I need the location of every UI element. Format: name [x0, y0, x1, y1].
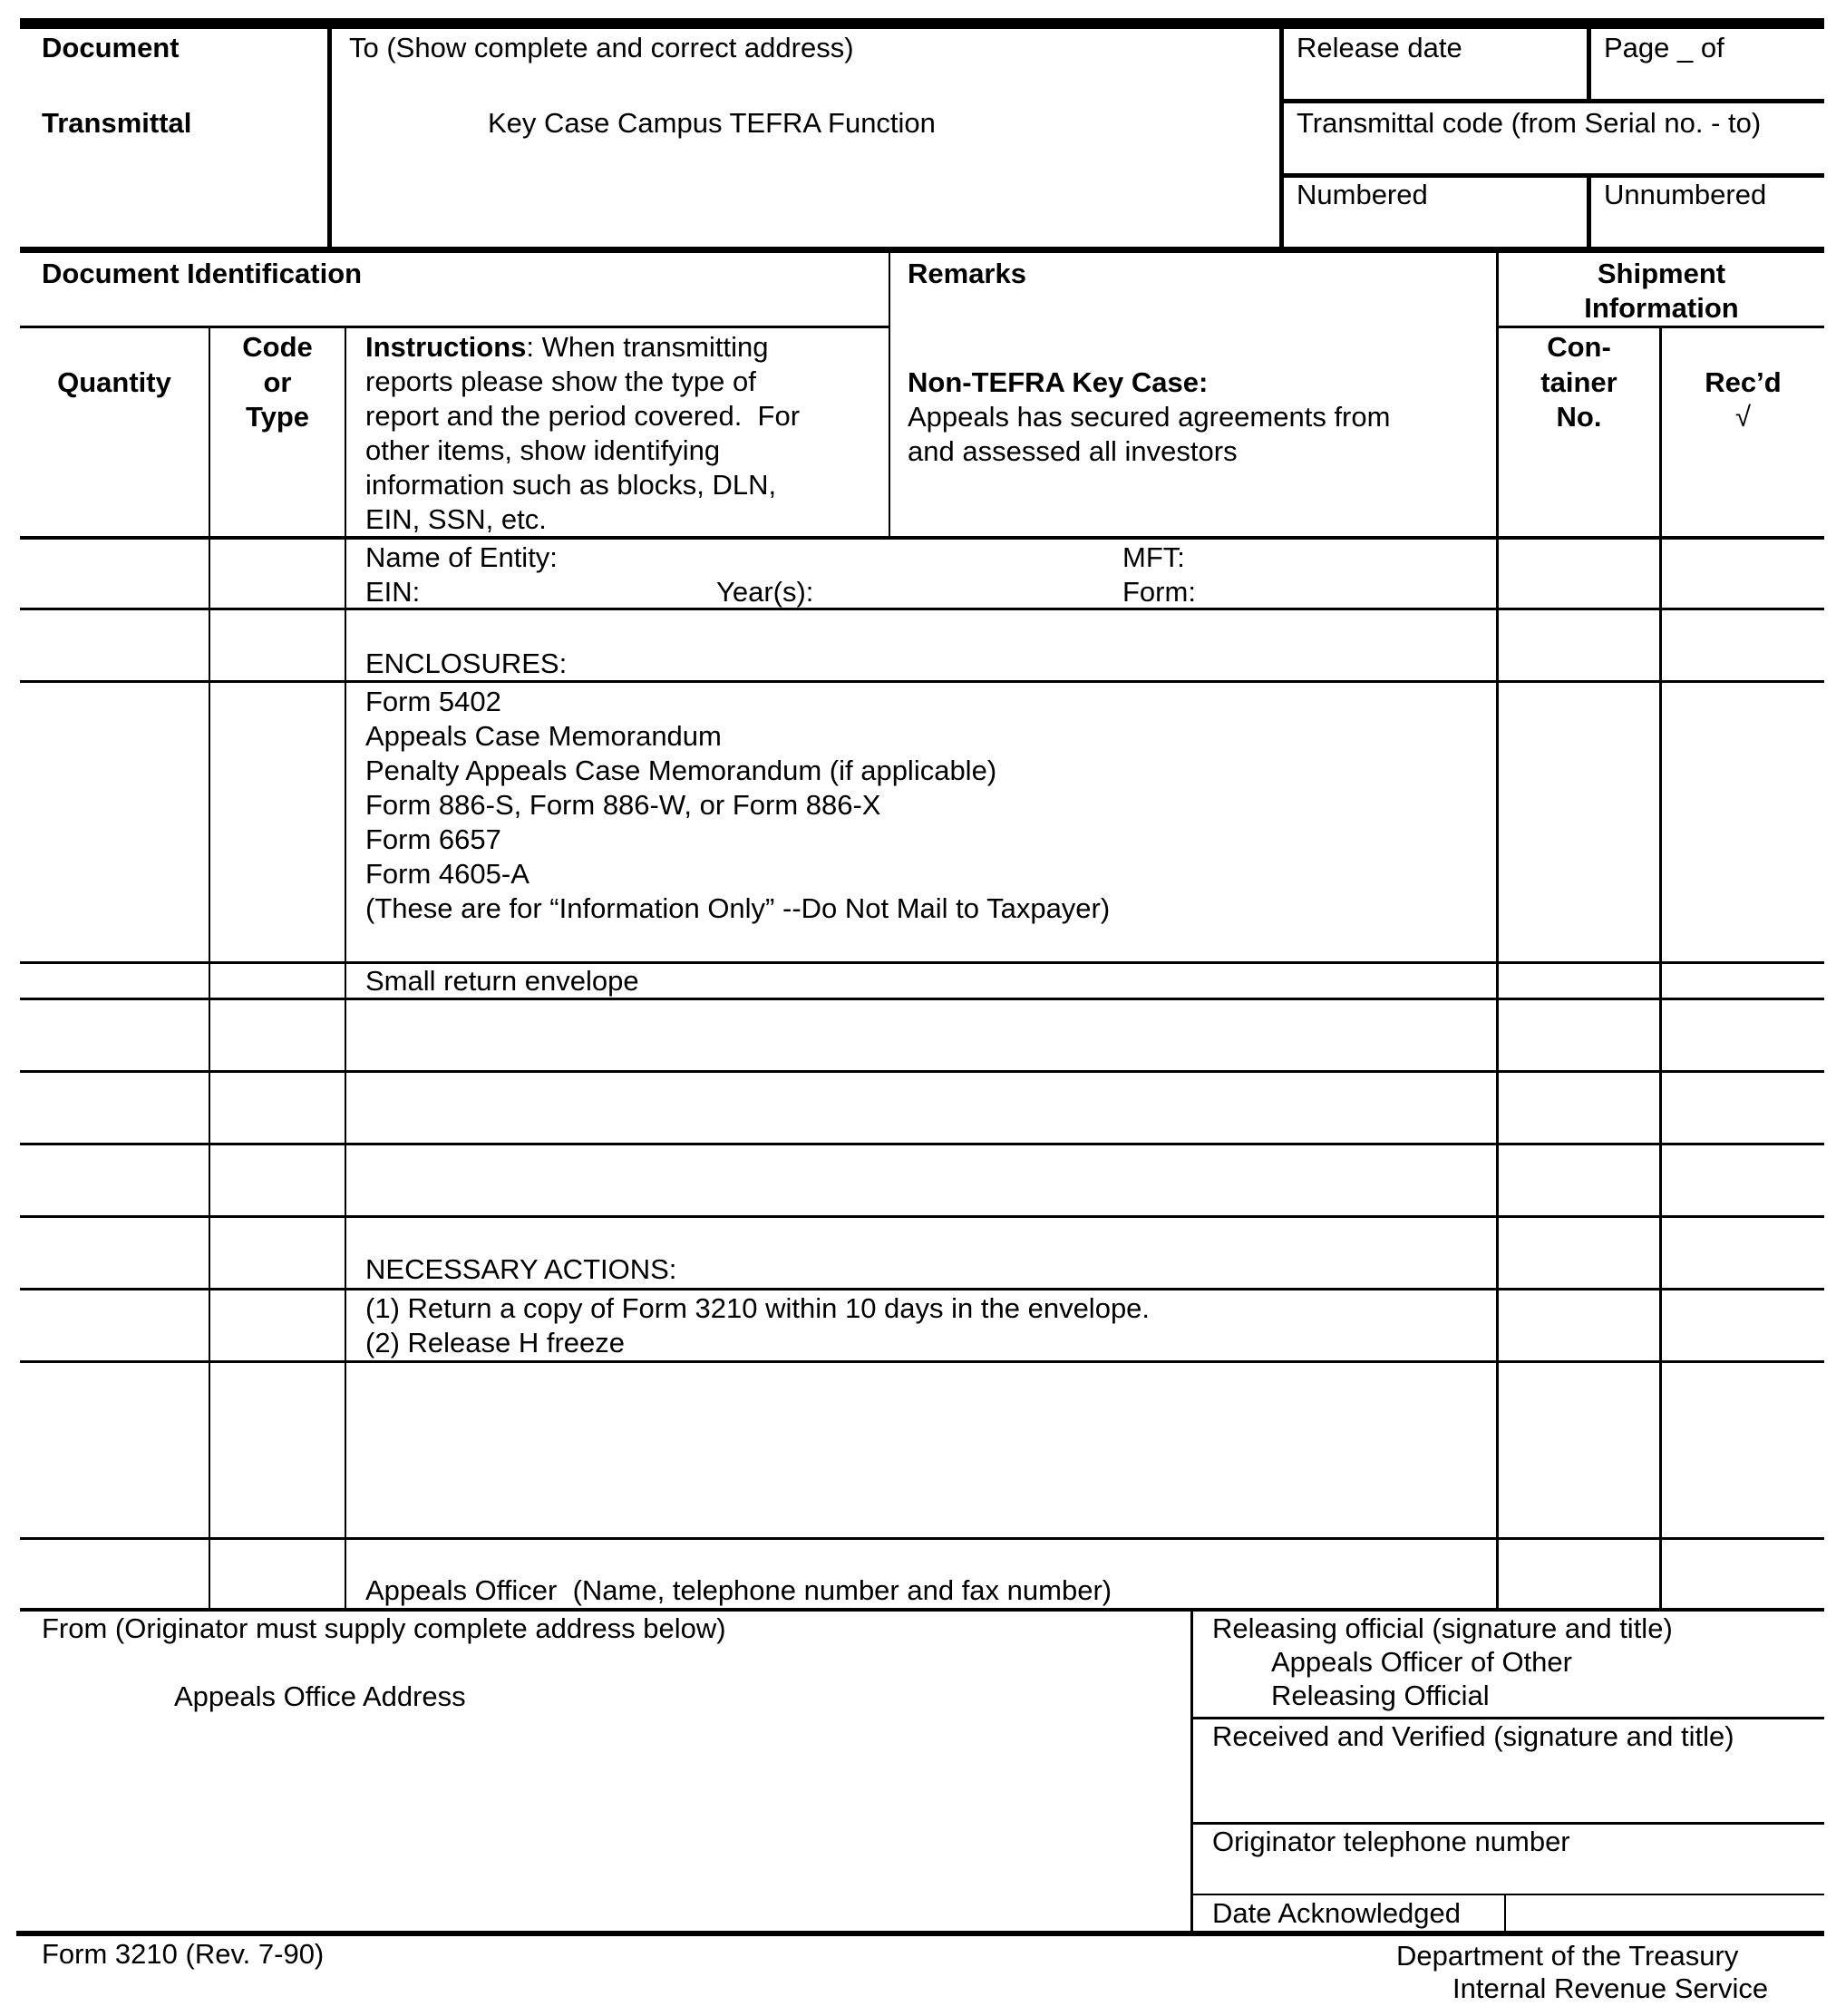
- row-rule: [20, 608, 1824, 610]
- quantity-header: Quantity: [57, 366, 171, 398]
- id-subheader-rule: [20, 326, 889, 328]
- date-acknowledged-label: Date Acknowledged: [1212, 1897, 1462, 1929]
- releasing-official-field[interactable]: [1193, 1612, 1824, 1717]
- empty-row[interactable]: [346, 1000, 1496, 1070]
- remarks-label: Remarks: [908, 258, 1026, 289]
- received-label: Received and Verified (signature and title): [1212, 1720, 1734, 1752]
- envelope-item: Small return envelope: [365, 965, 639, 997]
- unnumbered-label: Unnumbered: [1604, 179, 1767, 210]
- action-item: (2) Release H freeze: [365, 1327, 626, 1359]
- originator-phone-label: Originator telephone number: [1212, 1826, 1570, 1857]
- release-date-field[interactable]: [1284, 29, 1587, 99]
- remarks-line: and assessed all investors: [908, 435, 1238, 467]
- transmittal-code-field[interactable]: [1284, 103, 1824, 173]
- release-date-label: Release date: [1297, 32, 1462, 63]
- top-rule: [20, 18, 1824, 29]
- from-address-field[interactable]: [20, 1612, 1190, 1931]
- enclosure-item: Appeals Case Memorandum: [365, 720, 722, 752]
- name-of-entity-label: Name of Entity:: [365, 541, 558, 573]
- instructions-line: report and the period covered. For: [365, 400, 801, 432]
- form-title-line2: Transmittal: [42, 107, 192, 139]
- enclosures-list: [365, 685, 1110, 926]
- recd-header: Rec’d: [1705, 366, 1782, 398]
- row-rule: [20, 1537, 1824, 1540]
- agency-line2: Internal Revenue Service: [1452, 1972, 1769, 2004]
- from-value: Appeals Office Address: [174, 1680, 466, 1712]
- instructions-line: information such as blocks, DLN,: [365, 469, 777, 501]
- received-verified-field[interactable]: [1193, 1719, 1824, 1822]
- row-rule: [20, 536, 1824, 540]
- empty-row[interactable]: [346, 1073, 1496, 1143]
- to-value: Key Case Campus TEFRA Function: [488, 107, 936, 139]
- quantity-divider: [209, 326, 210, 1610]
- page-field[interactable]: [1591, 29, 1824, 99]
- releasing-label: Releasing official (signature and title): [1212, 1612, 1673, 1644]
- enclosure-item: Penalty Appeals Case Memorandum (if applicable): [365, 755, 997, 786]
- to-label: To (Show complete and correct address): [349, 32, 854, 63]
- remarks-line: Appeals has secured agreements from: [908, 401, 1391, 433]
- enclosure-item: Form 5402: [365, 686, 501, 717]
- form-label: Form:: [1122, 576, 1196, 608]
- originator-phone-field[interactable]: [1193, 1825, 1824, 1894]
- row-rule: [20, 1215, 1824, 1218]
- shipment-header-line2: Information: [1584, 292, 1739, 324]
- bottom-rule: [16, 1931, 1824, 1936]
- code-header-line3: Type: [245, 401, 310, 433]
- years-label: Year(s):: [716, 576, 814, 608]
- container-header-line3: No.: [1556, 401, 1602, 433]
- appeals-officer-label: Appeals Officer (Name, telephone number and fax number): [365, 1574, 1112, 1606]
- document-identification-label: Document Identification: [42, 258, 363, 289]
- necessary-actions-label: NECESSARY ACTIONS:: [365, 1253, 677, 1285]
- ein-label: EIN:: [365, 576, 421, 608]
- code-header-line1: Code: [242, 331, 313, 363]
- releasing-value-line2: Releasing Official: [1271, 1680, 1490, 1711]
- container-header-line1: Con-: [1547, 331, 1611, 363]
- row-rule: [20, 961, 1824, 964]
- page-label: Page _ of: [1604, 32, 1724, 63]
- to-address-field[interactable]: [332, 29, 1279, 247]
- enclosure-item: Form 4605-A: [365, 858, 529, 890]
- instructions-line-text: : When transmitting: [526, 331, 769, 363]
- enclosure-item: Form 6657: [365, 823, 501, 855]
- enclosures-label: ENCLOSURES:: [365, 648, 568, 679]
- empty-row[interactable]: [346, 1145, 1496, 1215]
- remarks-heading: Non-TEFRA Key Case:: [908, 366, 1209, 398]
- enclosure-item: (These are for “Information Only” --Do Not Mail to Taxpayer): [365, 892, 1111, 924]
- instructions-text: [365, 330, 800, 537]
- agency-line1: Department of the Treasury: [1396, 1940, 1739, 1972]
- instructions-bold: Instructions: [365, 331, 527, 363]
- mft-label: MFT:: [1122, 541, 1185, 573]
- code-header-line2: or: [263, 366, 292, 398]
- instructions-line: reports please show the type of: [365, 365, 756, 397]
- form-number: Form 3210 (Rev. 7-90): [42, 1938, 325, 1970]
- header-bottom-rule: [20, 247, 1824, 253]
- shipment-header-line1: Shipment: [1597, 258, 1726, 289]
- unnumbered-field[interactable]: [1591, 178, 1824, 247]
- empty-row[interactable]: [346, 1363, 1496, 1537]
- remarks-field[interactable]: [890, 253, 1496, 536]
- instructions-line: EIN, SSN, etc.: [365, 503, 547, 535]
- container-divider: [1659, 326, 1662, 1610]
- row-rule: [20, 1288, 1824, 1290]
- container-header-line2: tainer: [1540, 366, 1617, 398]
- numbered-label: Numbered: [1297, 179, 1428, 210]
- instructions-line: other items, show identifying: [365, 434, 721, 466]
- from-label: From (Originator must supply complete address below): [42, 1612, 726, 1644]
- numbered-field[interactable]: [1284, 178, 1587, 247]
- shipment-divider: [1496, 253, 1499, 1611]
- date-acknowledged-field[interactable]: [1506, 1895, 1824, 1931]
- row-rule: [20, 680, 1824, 683]
- form-title-line1: Document: [42, 32, 180, 63]
- instructions-line: [365, 330, 800, 365]
- transmittal-code-label: Transmittal code (from Serial no. - to): [1297, 107, 1762, 139]
- enclosure-item: Form 886-S, Form 886-W, or Form 886-X: [365, 789, 881, 821]
- action-item: (1) Return a copy of Form 3210 within 10 days in the envelope.: [365, 1292, 1151, 1324]
- releasing-value-line1: Appeals Officer of Other: [1271, 1646, 1572, 1678]
- checkmark-icon: √: [1734, 401, 1751, 433]
